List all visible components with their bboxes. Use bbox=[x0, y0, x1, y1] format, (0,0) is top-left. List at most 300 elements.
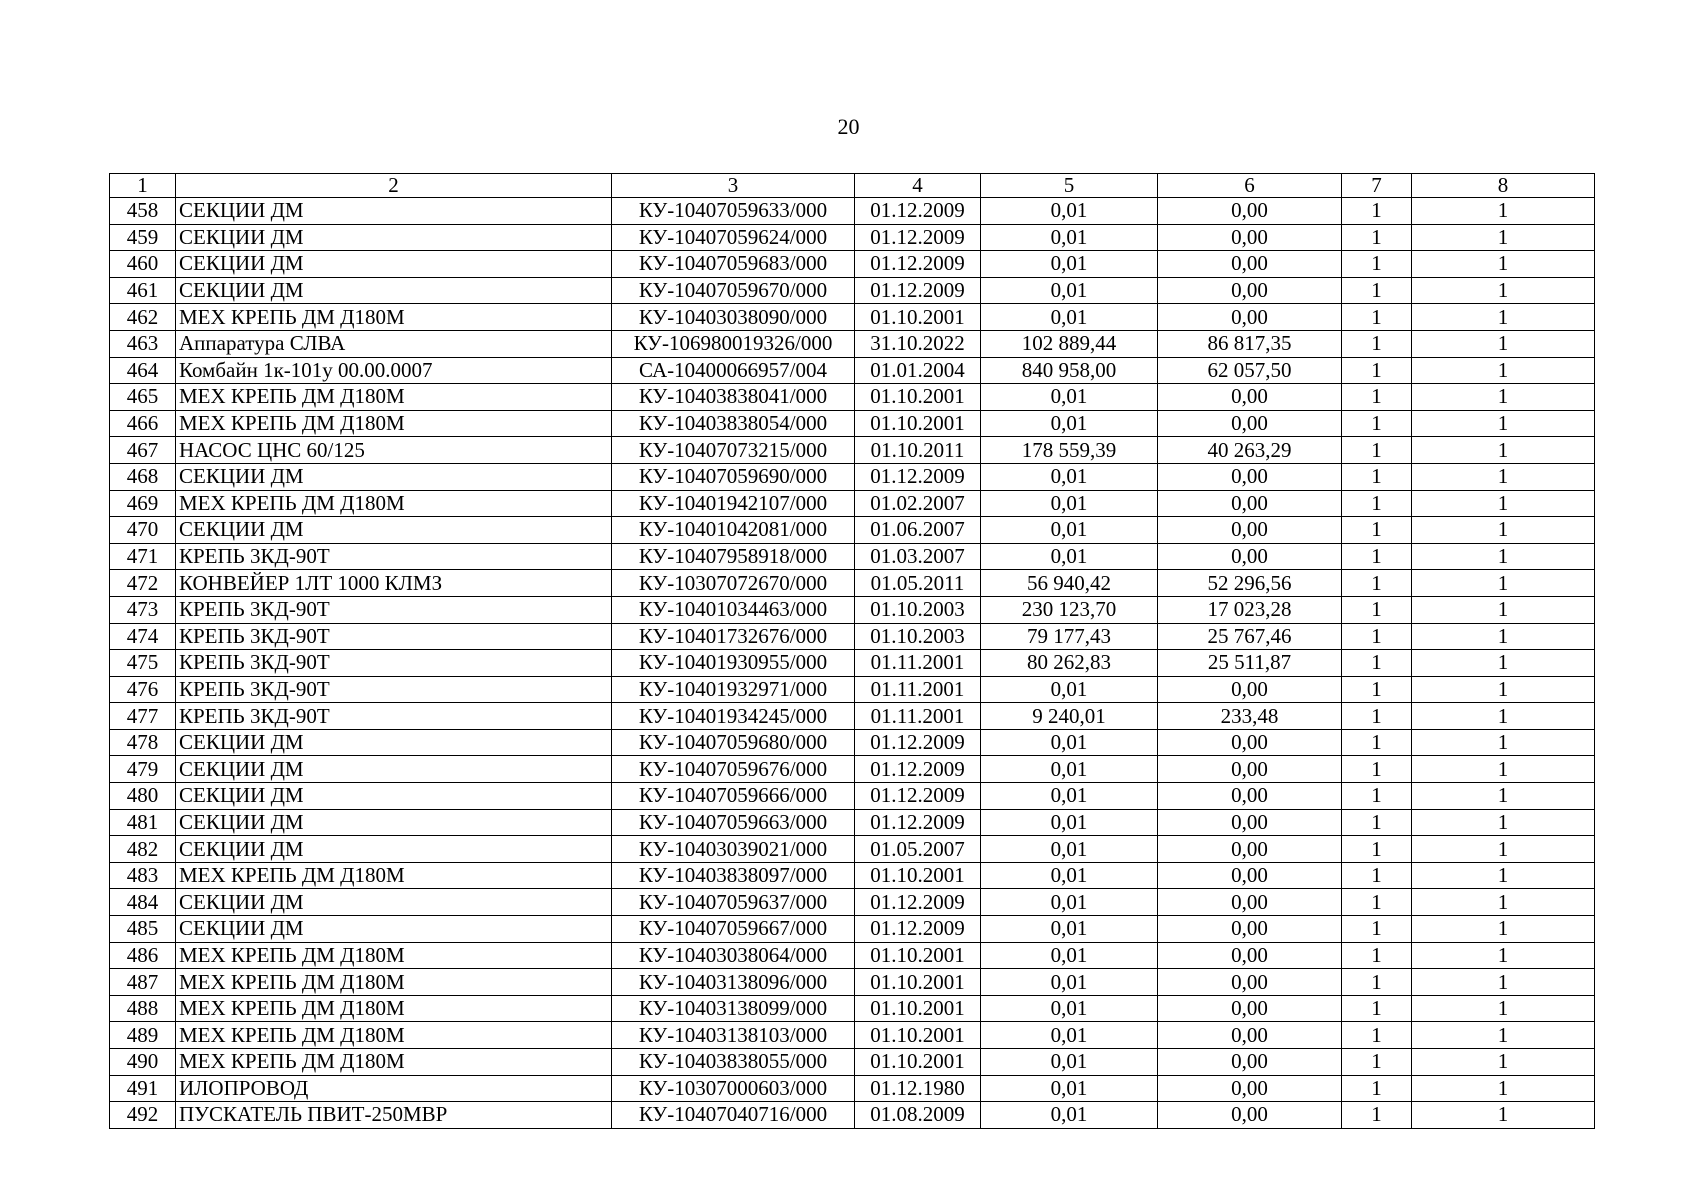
quantity-col8-cell: 1 bbox=[1412, 1102, 1595, 1129]
row-number-cell: 488 bbox=[110, 995, 176, 1022]
date-cell: 01.10.2003 bbox=[855, 596, 981, 623]
table-row bbox=[110, 729, 1595, 756]
date-cell: 01.10.2001 bbox=[855, 384, 981, 411]
inventory-code-cell: КУ-10407059670/000 bbox=[612, 277, 855, 304]
date-cell: 01.10.2003 bbox=[855, 623, 981, 650]
quantity-col8-cell: 1 bbox=[1412, 1075, 1595, 1102]
date-cell: 01.10.2001 bbox=[855, 410, 981, 437]
item-name-cell: МЕХ КРЕПЬ ДМ Д180М bbox=[176, 969, 612, 996]
item-name-cell: КРЕПЬ 3КД-90Т bbox=[176, 543, 612, 570]
quantity-col7-cell: 1 bbox=[1342, 357, 1412, 384]
value-col5-cell: 0,01 bbox=[981, 916, 1158, 943]
quantity-col8-cell: 1 bbox=[1412, 836, 1595, 863]
quantity-col8-cell: 1 bbox=[1412, 437, 1595, 464]
inventory-code-cell: КУ-10401932971/000 bbox=[612, 676, 855, 703]
item-name-cell: КРЕПЬ 3КД-90Т bbox=[176, 676, 612, 703]
row-number-cell: 483 bbox=[110, 862, 176, 889]
quantity-col8-cell: 1 bbox=[1412, 809, 1595, 836]
value-col5-cell: 0,01 bbox=[981, 384, 1158, 411]
table-row bbox=[110, 836, 1595, 863]
quantity-col7-cell: 1 bbox=[1342, 517, 1412, 544]
inventory-code-cell: КУ-10407059624/000 bbox=[612, 224, 855, 251]
value-col5-cell: 0,01 bbox=[981, 1102, 1158, 1129]
inventory-code-cell: КУ-10401930955/000 bbox=[612, 650, 855, 677]
table-row bbox=[110, 676, 1595, 703]
quantity-col8-cell: 1 bbox=[1412, 410, 1595, 437]
quantity-col7-cell: 1 bbox=[1342, 490, 1412, 517]
value-col5-cell: 0,01 bbox=[981, 1022, 1158, 1049]
table-row bbox=[110, 251, 1595, 278]
quantity-col8-cell: 1 bbox=[1412, 1049, 1595, 1076]
value-col6-cell: 0,00 bbox=[1158, 543, 1342, 570]
table-row bbox=[110, 1022, 1595, 1049]
inventory-code-cell: КУ-10307000603/000 bbox=[612, 1075, 855, 1102]
inventory-code-cell: КУ-10407059667/000 bbox=[612, 916, 855, 943]
item-name-cell: СЕКЦИИ ДМ bbox=[176, 836, 612, 863]
quantity-col7-cell: 1 bbox=[1342, 836, 1412, 863]
quantity-col7-cell: 1 bbox=[1342, 783, 1412, 810]
quantity-col8-cell: 1 bbox=[1412, 995, 1595, 1022]
item-name-cell: СЕКЦИИ ДМ bbox=[176, 277, 612, 304]
value-col6-cell: 0,00 bbox=[1158, 836, 1342, 863]
value-col6-cell: 0,00 bbox=[1158, 809, 1342, 836]
quantity-col7-cell: 1 bbox=[1342, 570, 1412, 597]
item-name-cell: КРЕПЬ 3КД-90Т bbox=[176, 596, 612, 623]
row-number-cell: 459 bbox=[110, 224, 176, 251]
value-col5-cell: 0,01 bbox=[981, 251, 1158, 278]
inventory-code-cell: КУ-10403038090/000 bbox=[612, 304, 855, 331]
table-row bbox=[110, 357, 1595, 384]
quantity-col7-cell: 1 bbox=[1342, 277, 1412, 304]
quantity-col7-cell: 1 bbox=[1342, 330, 1412, 357]
item-name-cell: СЕКЦИИ ДМ bbox=[176, 251, 612, 278]
table-row bbox=[110, 304, 1595, 331]
row-number-cell: 476 bbox=[110, 676, 176, 703]
value-col6-cell: 0,00 bbox=[1158, 384, 1342, 411]
quantity-col7-cell: 1 bbox=[1342, 889, 1412, 916]
quantity-col7-cell: 1 bbox=[1342, 198, 1412, 225]
table-row bbox=[110, 942, 1595, 969]
date-cell: 01.12.2009 bbox=[855, 783, 981, 810]
table-row bbox=[110, 862, 1595, 889]
inventory-code-cell: КУ-10403838055/000 bbox=[612, 1049, 855, 1076]
item-name-cell: СЕКЦИИ ДМ bbox=[176, 783, 612, 810]
quantity-col7-cell: 1 bbox=[1342, 703, 1412, 730]
quantity-col8-cell: 1 bbox=[1412, 596, 1595, 623]
column-header-8: 8 bbox=[1412, 174, 1595, 198]
value-col5-cell: 178 559,39 bbox=[981, 437, 1158, 464]
date-cell: 01.12.2009 bbox=[855, 756, 981, 783]
date-cell: 31.10.2022 bbox=[855, 330, 981, 357]
value-col5-cell: 0,01 bbox=[981, 942, 1158, 969]
table-row bbox=[110, 703, 1595, 730]
quantity-col8-cell: 1 bbox=[1412, 198, 1595, 225]
item-name-cell: МЕХ КРЕПЬ ДМ Д180М bbox=[176, 995, 612, 1022]
quantity-col8-cell: 1 bbox=[1412, 330, 1595, 357]
inventory-code-cell: КУ-10403038064/000 bbox=[612, 942, 855, 969]
quantity-col8-cell: 1 bbox=[1412, 756, 1595, 783]
table-row bbox=[110, 463, 1595, 490]
inventory-code-cell: КУ-10407059666/000 bbox=[612, 783, 855, 810]
row-number-cell: 479 bbox=[110, 756, 176, 783]
table-row bbox=[110, 384, 1595, 411]
item-name-cell: МЕХ КРЕПЬ ДМ Д180М bbox=[176, 1022, 612, 1049]
item-name-cell: КРЕПЬ 3КД-90Т bbox=[176, 703, 612, 730]
table-row bbox=[110, 517, 1595, 544]
value-col5-cell: 0,01 bbox=[981, 304, 1158, 331]
date-cell: 01.05.2011 bbox=[855, 570, 981, 597]
value-col6-cell: 0,00 bbox=[1158, 916, 1342, 943]
quantity-col7-cell: 1 bbox=[1342, 650, 1412, 677]
value-col5-cell: 0,01 bbox=[981, 277, 1158, 304]
table-row bbox=[110, 783, 1595, 810]
quantity-col7-cell: 1 bbox=[1342, 304, 1412, 331]
row-number-cell: 485 bbox=[110, 916, 176, 943]
value-col6-cell: 40 263,29 bbox=[1158, 437, 1342, 464]
quantity-col8-cell: 1 bbox=[1412, 942, 1595, 969]
row-number-cell: 475 bbox=[110, 650, 176, 677]
quantity-col7-cell: 1 bbox=[1342, 410, 1412, 437]
quantity-col7-cell: 1 bbox=[1342, 942, 1412, 969]
column-header-7: 7 bbox=[1342, 174, 1412, 198]
inventory-code-cell: КУ-10407059690/000 bbox=[612, 463, 855, 490]
value-col6-cell: 0,00 bbox=[1158, 942, 1342, 969]
quantity-col7-cell: 1 bbox=[1342, 1102, 1412, 1129]
value-col6-cell: 0,00 bbox=[1158, 463, 1342, 490]
value-col5-cell: 0,01 bbox=[981, 517, 1158, 544]
table-row bbox=[110, 1075, 1595, 1102]
item-name-cell: СЕКЦИИ ДМ bbox=[176, 889, 612, 916]
quantity-col8-cell: 1 bbox=[1412, 543, 1595, 570]
date-cell: 01.12.2009 bbox=[855, 463, 981, 490]
date-cell: 01.10.2001 bbox=[855, 1049, 981, 1076]
table-row bbox=[110, 277, 1595, 304]
column-header-1: 1 bbox=[110, 174, 176, 198]
value-col6-cell: 25 511,87 bbox=[1158, 650, 1342, 677]
value-col6-cell: 0,00 bbox=[1158, 969, 1342, 996]
inventory-code-cell: СА-10400066957/004 bbox=[612, 357, 855, 384]
table-row bbox=[110, 410, 1595, 437]
inventory-code-cell: КУ-10403039021/000 bbox=[612, 836, 855, 863]
item-name-cell: СЕКЦИИ ДМ bbox=[176, 224, 612, 251]
date-cell: 01.12.1980 bbox=[855, 1075, 981, 1102]
table-row bbox=[110, 1102, 1595, 1129]
date-cell: 01.10.2001 bbox=[855, 862, 981, 889]
value-col5-cell: 0,01 bbox=[981, 756, 1158, 783]
value-col5-cell: 230 123,70 bbox=[981, 596, 1158, 623]
inventory-code-cell: КУ-10407958918/000 bbox=[612, 543, 855, 570]
quantity-col7-cell: 1 bbox=[1342, 384, 1412, 411]
quantity-col8-cell: 1 bbox=[1412, 570, 1595, 597]
quantity-col7-cell: 1 bbox=[1342, 251, 1412, 278]
value-col6-cell: 0,00 bbox=[1158, 277, 1342, 304]
value-col6-cell: 0,00 bbox=[1158, 756, 1342, 783]
quantity-col7-cell: 1 bbox=[1342, 224, 1412, 251]
item-name-cell: МЕХ КРЕПЬ ДМ Д180М bbox=[176, 1049, 612, 1076]
date-cell: 01.12.2009 bbox=[855, 251, 981, 278]
inventory-code-cell: КУ-10407059676/000 bbox=[612, 756, 855, 783]
quantity-col8-cell: 1 bbox=[1412, 650, 1595, 677]
quantity-col7-cell: 1 bbox=[1342, 676, 1412, 703]
value-col5-cell: 0,01 bbox=[981, 198, 1158, 225]
row-number-cell: 462 bbox=[110, 304, 176, 331]
value-col6-cell: 0,00 bbox=[1158, 1075, 1342, 1102]
inventory-table bbox=[109, 173, 1595, 1129]
quantity-col8-cell: 1 bbox=[1412, 517, 1595, 544]
inventory-code-cell: КУ-10407059663/000 bbox=[612, 809, 855, 836]
value-col6-cell: 0,00 bbox=[1158, 995, 1342, 1022]
quantity-col8-cell: 1 bbox=[1412, 357, 1595, 384]
quantity-col8-cell: 1 bbox=[1412, 916, 1595, 943]
row-number-cell: 469 bbox=[110, 490, 176, 517]
row-number-cell: 468 bbox=[110, 463, 176, 490]
value-col5-cell: 0,01 bbox=[981, 676, 1158, 703]
inventory-code-cell: КУ-10403138096/000 bbox=[612, 969, 855, 996]
quantity-col7-cell: 1 bbox=[1342, 437, 1412, 464]
inventory-code-cell: КУ-10407040716/000 bbox=[612, 1102, 855, 1129]
value-col6-cell: 0,00 bbox=[1158, 304, 1342, 331]
value-col6-cell: 0,00 bbox=[1158, 783, 1342, 810]
row-number-cell: 464 bbox=[110, 357, 176, 384]
value-col5-cell: 0,01 bbox=[981, 490, 1158, 517]
date-cell: 01.05.2007 bbox=[855, 836, 981, 863]
quantity-col8-cell: 1 bbox=[1412, 1022, 1595, 1049]
row-number-cell: 490 bbox=[110, 1049, 176, 1076]
row-number-cell: 473 bbox=[110, 596, 176, 623]
quantity-col7-cell: 1 bbox=[1342, 756, 1412, 783]
quantity-col8-cell: 1 bbox=[1412, 490, 1595, 517]
row-number-cell: 474 bbox=[110, 623, 176, 650]
inventory-code-cell: КУ-10407059683/000 bbox=[612, 251, 855, 278]
quantity-col7-cell: 1 bbox=[1342, 729, 1412, 756]
date-cell: 01.11.2001 bbox=[855, 676, 981, 703]
date-cell: 01.10.2001 bbox=[855, 942, 981, 969]
row-number-cell: 484 bbox=[110, 889, 176, 916]
table-row bbox=[110, 889, 1595, 916]
table-row bbox=[110, 756, 1595, 783]
value-col5-cell: 0,01 bbox=[981, 1075, 1158, 1102]
value-col5-cell: 0,01 bbox=[981, 969, 1158, 996]
value-col5-cell: 0,01 bbox=[981, 889, 1158, 916]
item-name-cell: МЕХ КРЕПЬ ДМ Д180М bbox=[176, 410, 612, 437]
row-number-cell: 486 bbox=[110, 942, 176, 969]
inventory-code-cell: КУ-10407059633/000 bbox=[612, 198, 855, 225]
inventory-code-cell: КУ-10403138099/000 bbox=[612, 995, 855, 1022]
quantity-col8-cell: 1 bbox=[1412, 251, 1595, 278]
inventory-code-cell: КУ-10403838041/000 bbox=[612, 384, 855, 411]
date-cell: 01.03.2007 bbox=[855, 543, 981, 570]
table-row bbox=[110, 809, 1595, 836]
row-number-cell: 480 bbox=[110, 783, 176, 810]
table-row bbox=[110, 198, 1595, 225]
table-row bbox=[110, 1049, 1595, 1076]
quantity-col8-cell: 1 bbox=[1412, 304, 1595, 331]
row-number-cell: 463 bbox=[110, 330, 176, 357]
row-number-cell: 478 bbox=[110, 729, 176, 756]
item-name-cell: МЕХ КРЕПЬ ДМ Д180М bbox=[176, 304, 612, 331]
value-col6-cell: 0,00 bbox=[1158, 1022, 1342, 1049]
date-cell: 01.06.2007 bbox=[855, 517, 981, 544]
quantity-col8-cell: 1 bbox=[1412, 969, 1595, 996]
value-col5-cell: 0,01 bbox=[981, 836, 1158, 863]
quantity-col8-cell: 1 bbox=[1412, 623, 1595, 650]
value-col5-cell: 102 889,44 bbox=[981, 330, 1158, 357]
value-col5-cell: 0,01 bbox=[981, 224, 1158, 251]
item-name-cell: ИЛОПРОВОД bbox=[176, 1075, 612, 1102]
date-cell: 01.12.2009 bbox=[855, 198, 981, 225]
table-row bbox=[110, 490, 1595, 517]
table-row bbox=[110, 224, 1595, 251]
value-col6-cell: 86 817,35 bbox=[1158, 330, 1342, 357]
header-row bbox=[110, 174, 1595, 198]
column-header-5: 5 bbox=[981, 174, 1158, 198]
table-row bbox=[110, 650, 1595, 677]
item-name-cell: Комбайн 1к-101у 00.00.0007 bbox=[176, 357, 612, 384]
row-number-cell: 458 bbox=[110, 198, 176, 225]
table-row bbox=[110, 330, 1595, 357]
quantity-col8-cell: 1 bbox=[1412, 703, 1595, 730]
quantity-col7-cell: 1 bbox=[1342, 623, 1412, 650]
inventory-code-cell: КУ-10403838097/000 bbox=[612, 862, 855, 889]
inventory-code-cell: КУ-10401942107/000 bbox=[612, 490, 855, 517]
quantity-col8-cell: 1 bbox=[1412, 783, 1595, 810]
item-name-cell: КРЕПЬ 3КД-90Т bbox=[176, 650, 612, 677]
value-col6-cell: 62 057,50 bbox=[1158, 357, 1342, 384]
item-name-cell: КРЕПЬ 3КД-90Т bbox=[176, 623, 612, 650]
row-number-cell: 471 bbox=[110, 543, 176, 570]
row-number-cell: 461 bbox=[110, 277, 176, 304]
date-cell: 01.10.2001 bbox=[855, 304, 981, 331]
quantity-col8-cell: 1 bbox=[1412, 384, 1595, 411]
quantity-col8-cell: 1 bbox=[1412, 676, 1595, 703]
date-cell: 01.10.2001 bbox=[855, 995, 981, 1022]
inventory-code-cell: КУ-10401042081/000 bbox=[612, 517, 855, 544]
item-name-cell: СЕКЦИИ ДМ bbox=[176, 756, 612, 783]
quantity-col7-cell: 1 bbox=[1342, 995, 1412, 1022]
inventory-code-cell: КУ-10407059680/000 bbox=[612, 729, 855, 756]
item-name-cell: МЕХ КРЕПЬ ДМ Д180М bbox=[176, 942, 612, 969]
quantity-col7-cell: 1 bbox=[1342, 1075, 1412, 1102]
value-col6-cell: 0,00 bbox=[1158, 889, 1342, 916]
value-col6-cell: 0,00 bbox=[1158, 224, 1342, 251]
date-cell: 01.12.2009 bbox=[855, 889, 981, 916]
quantity-col7-cell: 1 bbox=[1342, 1022, 1412, 1049]
date-cell: 01.12.2009 bbox=[855, 224, 981, 251]
column-header-2: 2 bbox=[176, 174, 612, 198]
date-cell: 01.10.2011 bbox=[855, 437, 981, 464]
value-col6-cell: 0,00 bbox=[1158, 1049, 1342, 1076]
row-number-cell: 481 bbox=[110, 809, 176, 836]
date-cell: 01.12.2009 bbox=[855, 809, 981, 836]
item-name-cell: ПУСКАТЕЛЬ ПВИТ-250МВР bbox=[176, 1102, 612, 1129]
inventory-code-cell: КУ-10407073215/000 bbox=[612, 437, 855, 464]
quantity-col7-cell: 1 bbox=[1342, 1049, 1412, 1076]
table-row bbox=[110, 437, 1595, 464]
value-col6-cell: 25 767,46 bbox=[1158, 623, 1342, 650]
inventory-code-cell: КУ-10401934245/000 bbox=[612, 703, 855, 730]
value-col5-cell: 0,01 bbox=[981, 543, 1158, 570]
value-col5-cell: 0,01 bbox=[981, 995, 1158, 1022]
value-col6-cell: 0,00 bbox=[1158, 676, 1342, 703]
column-header-3: 3 bbox=[612, 174, 855, 198]
value-col6-cell: 0,00 bbox=[1158, 729, 1342, 756]
date-cell: 01.01.2004 bbox=[855, 357, 981, 384]
date-cell: 01.08.2009 bbox=[855, 1102, 981, 1129]
row-number-cell: 489 bbox=[110, 1022, 176, 1049]
row-number-cell: 492 bbox=[110, 1102, 176, 1129]
value-col6-cell: 0,00 bbox=[1158, 410, 1342, 437]
value-col6-cell: 52 296,56 bbox=[1158, 570, 1342, 597]
item-name-cell: Аппаратура СЛВА bbox=[176, 330, 612, 357]
value-col5-cell: 0,01 bbox=[981, 463, 1158, 490]
value-col6-cell: 0,00 bbox=[1158, 198, 1342, 225]
value-col5-cell: 840 958,00 bbox=[981, 357, 1158, 384]
item-name-cell: КОНВЕЙЕР 1ЛТ 1000 КЛМЗ bbox=[176, 570, 612, 597]
inventory-code-cell: КУ-10407059637/000 bbox=[612, 889, 855, 916]
row-number-cell: 472 bbox=[110, 570, 176, 597]
value-col6-cell: 0,00 bbox=[1158, 517, 1342, 544]
value-col6-cell: 0,00 bbox=[1158, 490, 1342, 517]
quantity-col7-cell: 1 bbox=[1342, 862, 1412, 889]
table-row bbox=[110, 995, 1595, 1022]
quantity-col7-cell: 1 bbox=[1342, 596, 1412, 623]
value-col6-cell: 233,48 bbox=[1158, 703, 1342, 730]
inventory-code-cell: КУ-10403138103/000 bbox=[612, 1022, 855, 1049]
date-cell: 01.10.2001 bbox=[855, 969, 981, 996]
value-col5-cell: 79 177,43 bbox=[981, 623, 1158, 650]
value-col5-cell: 0,01 bbox=[981, 862, 1158, 889]
quantity-col8-cell: 1 bbox=[1412, 224, 1595, 251]
item-name-cell: СЕКЦИИ ДМ bbox=[176, 198, 612, 225]
row-number-cell: 491 bbox=[110, 1075, 176, 1102]
table-row bbox=[110, 916, 1595, 943]
inventory-code-cell: КУ-10401034463/000 bbox=[612, 596, 855, 623]
quantity-col8-cell: 1 bbox=[1412, 889, 1595, 916]
inventory-code-cell: КУ-10401732676/000 bbox=[612, 623, 855, 650]
quantity-col8-cell: 1 bbox=[1412, 277, 1595, 304]
date-cell: 01.12.2009 bbox=[855, 729, 981, 756]
date-cell: 01.12.2009 bbox=[855, 916, 981, 943]
value-col6-cell: 17 023,28 bbox=[1158, 596, 1342, 623]
row-number-cell: 460 bbox=[110, 251, 176, 278]
item-name-cell: МЕХ КРЕПЬ ДМ Д180М bbox=[176, 384, 612, 411]
quantity-col7-cell: 1 bbox=[1342, 969, 1412, 996]
quantity-col7-cell: 1 bbox=[1342, 463, 1412, 490]
value-col6-cell: 0,00 bbox=[1158, 251, 1342, 278]
column-header-4: 4 bbox=[855, 174, 981, 198]
value-col5-cell: 0,01 bbox=[981, 809, 1158, 836]
date-cell: 01.11.2001 bbox=[855, 703, 981, 730]
page-number: 20 bbox=[837, 114, 860, 139]
item-name-cell: МЕХ КРЕПЬ ДМ Д180М bbox=[176, 490, 612, 517]
value-col5-cell: 0,01 bbox=[981, 410, 1158, 437]
item-name-cell: СЕКЦИИ ДМ bbox=[176, 463, 612, 490]
value-col5-cell: 80 262,83 bbox=[981, 650, 1158, 677]
row-number-cell: 477 bbox=[110, 703, 176, 730]
inventory-code-cell: КУ-106980019326/000 bbox=[612, 330, 855, 357]
date-cell: 01.10.2001 bbox=[855, 1022, 981, 1049]
row-number-cell: 487 bbox=[110, 969, 176, 996]
row-number-cell: 466 bbox=[110, 410, 176, 437]
table-row bbox=[110, 623, 1595, 650]
date-cell: 01.11.2001 bbox=[855, 650, 981, 677]
value-col5-cell: 0,01 bbox=[981, 1049, 1158, 1076]
table-row bbox=[110, 596, 1595, 623]
value-col5-cell: 9 240,01 bbox=[981, 703, 1158, 730]
quantity-col7-cell: 1 bbox=[1342, 916, 1412, 943]
inventory-code-cell: КУ-10307072670/000 bbox=[612, 570, 855, 597]
value-col5-cell: 0,01 bbox=[981, 783, 1158, 810]
